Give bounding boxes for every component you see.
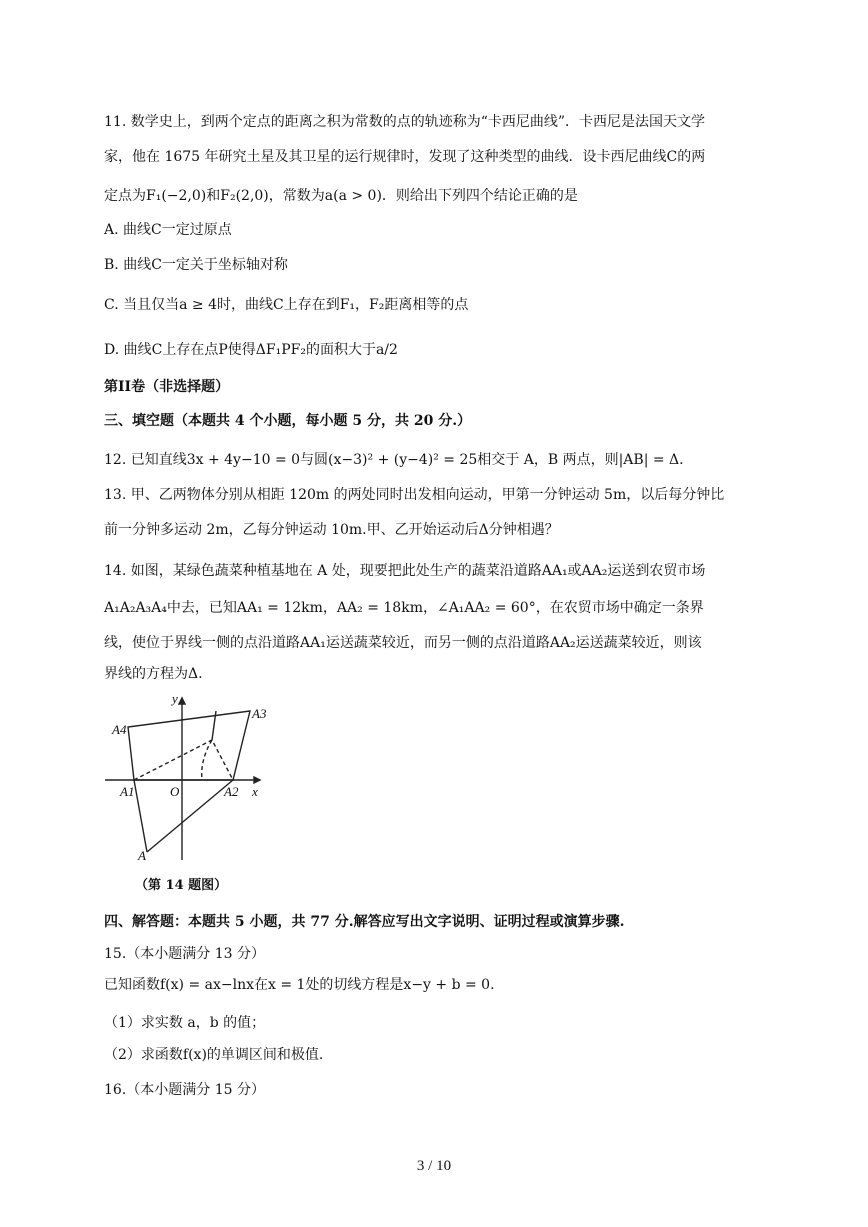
q14-line-4: 界线的方程为Δ. — [104, 666, 203, 682]
q15-part-1: （1）求实数 a，b 的值； — [104, 1015, 266, 1031]
q12-text: 12. 已知直线3x + 4y−10 = 0与圆(x−3)² + (y−4)² = 25相交于 A，B 两点，则|AB| = Δ. — [104, 452, 684, 468]
section-2-heading: 第II卷（非选择题） — [104, 379, 230, 395]
label-y: y — [172, 691, 178, 706]
label-a1: A1 — [120, 784, 135, 799]
label-a4: A4 — [112, 722, 127, 737]
market-quadrilateral — [128, 711, 250, 780]
road-aa1 — [134, 780, 147, 852]
dashed-lines — [134, 740, 233, 780]
label-o: O — [170, 784, 180, 799]
label-a: A — [138, 848, 146, 863]
q14-figure — [100, 690, 275, 870]
q11-option-a: A. 曲线C一定过原点 — [104, 222, 232, 238]
q14-line-3: 线，使位于界线一侧的点沿道路AA₁运送蔬菜较近，而另一侧的点沿道路AA₂运送蔬菜较近，则该 — [104, 635, 702, 651]
figure-shapes — [105, 698, 260, 860]
q14-line-1: 14. 如图，某绿色蔬菜种植基地在 A 处，现要把此处生产的蔬菜沿道路AA₁或AA₂运送到农贸市场 — [104, 563, 706, 579]
q15-heading: 15.（本小题满分 13 分） — [104, 946, 265, 962]
page-number: 3 / 10 — [416, 1158, 452, 1174]
road-aa2 — [147, 780, 233, 852]
dashed-boundary — [202, 740, 212, 780]
q15-stem: 已知函数f(x) = ax−lnx在x = 1处的切线方程是x−y + b = 0. — [104, 977, 495, 993]
q14-line-2: A₁A₂A₃A₄中去，已知AA₁ = 12km，AA₂ = 18km，∠A₁AA₂ = 60°，在农贸市场中确定一条界 — [104, 600, 704, 616]
q11-line-3: 定点为F₁(−2,0)和F₂(2,0)，常数为a(a > 0)．则给出下列四个结论正确的是 — [104, 188, 578, 204]
q13-line-2: 前一分钟多运动 2m，乙每分钟运动 10m.甲、乙开始运动后Δ分钟相遇？ — [104, 522, 559, 538]
q11-line-1: 11. 数学史上，到两个定点的距离之积为常数的点的轨迹称为“卡西尼曲线”．卡西尼是法国天文学 — [104, 114, 706, 130]
q11-option-d: D. 曲线C上存在点P使得ΔF₁PF₂的面积大于a/2 — [104, 342, 398, 358]
q11-option-c: C. 当且仅当a ≥ 4时，曲线C上存在到F₁，F₂距离相等的点 — [104, 297, 469, 313]
section-4-heading: 四、解答题：本题共 5 小题，共 77 分.解答应写出文字说明、证明过程或演算步骤. — [104, 914, 625, 930]
label-a2: A2 — [224, 784, 239, 799]
section-3-heading: 三、填空题（本题共 4 个小题，每小题 5 分，共 20 分.） — [104, 413, 472, 429]
label-x: x — [252, 784, 258, 799]
q15-part-2: （2）求函数f(x)的单调区间和极值. — [104, 1047, 324, 1063]
q11-option-b: B. 曲线C一定关于坐标轴对称 — [104, 257, 288, 273]
q13-line-1: 13. 甲、乙两物体分别从相距 120m 的两处同时出发相向运动，甲第一分钟运动 5m，以后每分钟比 — [104, 487, 725, 503]
q11-line-2: 家，他在 1675 年研究土星及其卫星的运行规律时，发现了这种类型的曲线．设卡西尼曲线C的两 — [104, 149, 706, 165]
y-axis-arrow — [179, 698, 185, 704]
label-a3: A3 — [252, 706, 267, 721]
x-axis-arrow — [254, 777, 260, 783]
figure-caption: （第 14 题图） — [135, 878, 228, 893]
q16-heading: 16.（本小题满分 15 分） — [104, 1082, 265, 1098]
